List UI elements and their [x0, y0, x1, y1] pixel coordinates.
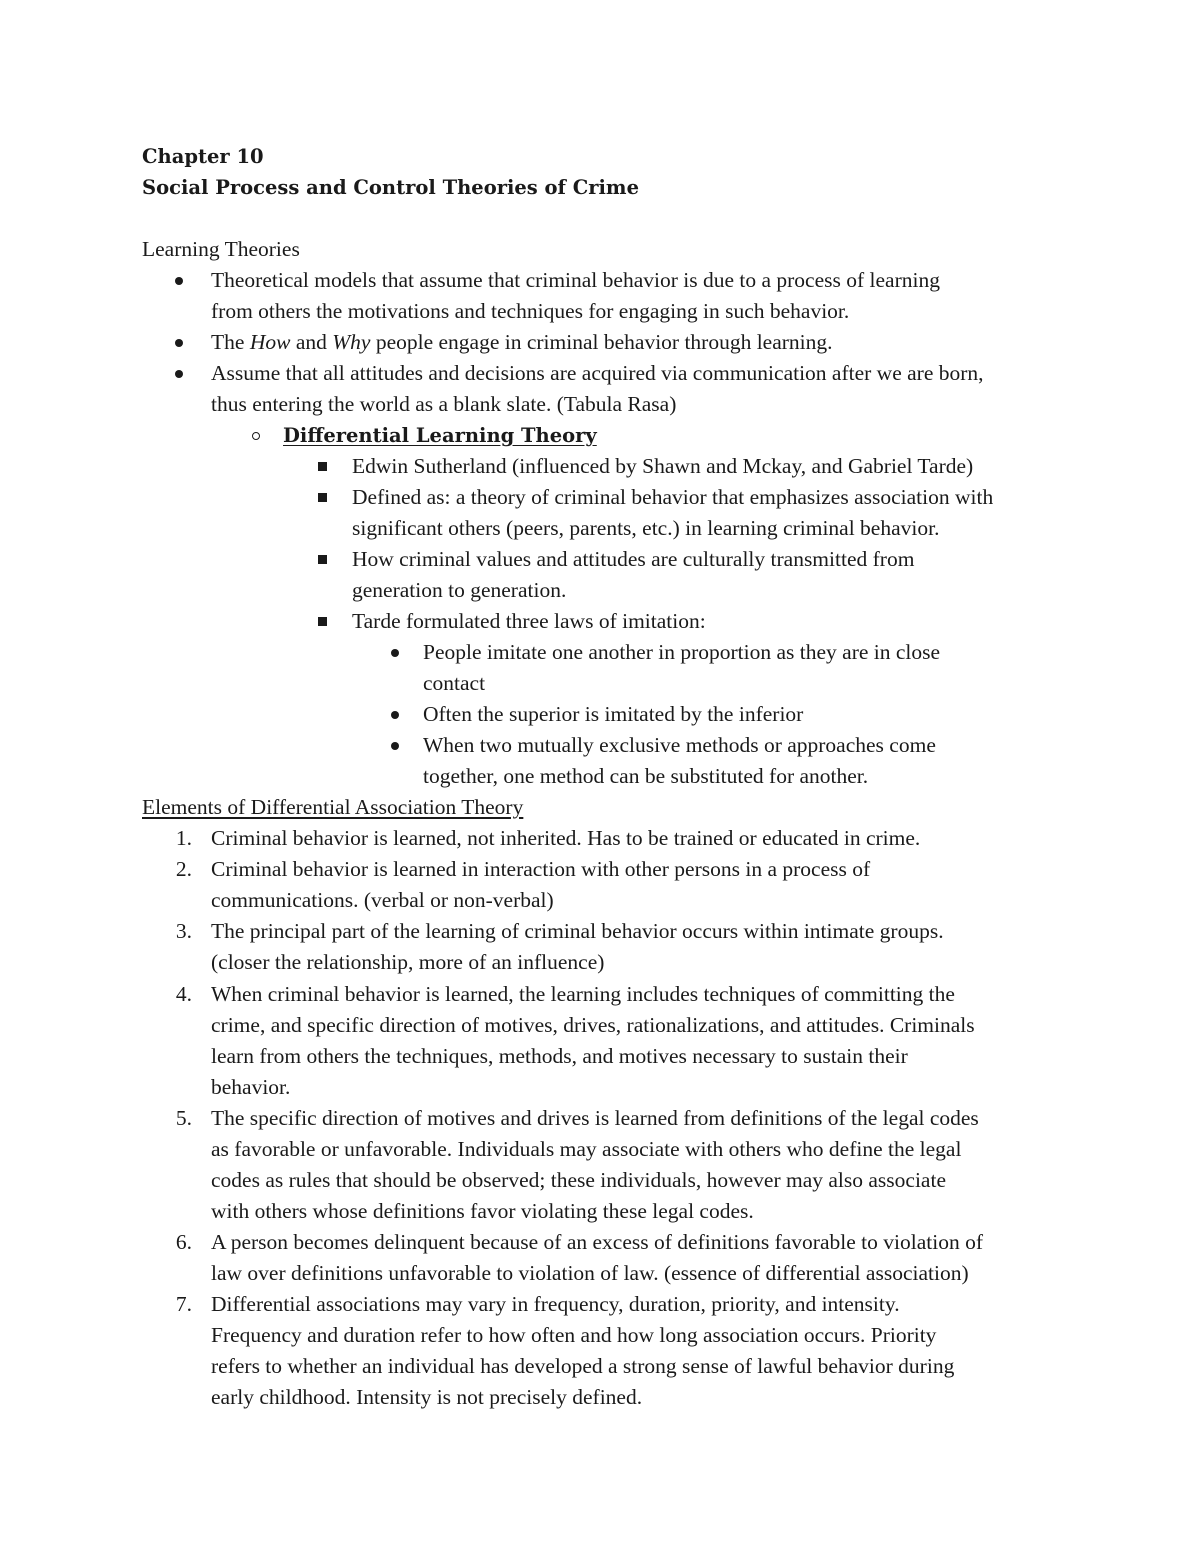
bullet-square-icon: [318, 451, 327, 482]
element-1-line-1: Criminal behavior is learned, not inherited. Has to be trained or educated in crime.: [211, 826, 921, 850]
chapter-label: Chapter 10: [142, 145, 264, 168]
bullet-dot-icon: [391, 699, 399, 730]
bullet-2: [211, 327, 833, 358]
item-number: 1.: [175, 826, 192, 850]
sub-bullet-3-line-1: How criminal values and attitudes are culturally transmitted from: [352, 547, 915, 571]
law-3-line-1: When two mutually exclusive methods or approaches come: [423, 733, 936, 757]
bullet-2-post: people engage in criminal behavior through learning.: [370, 330, 833, 354]
element-3-line-1: The principal part of the learning of criminal behavior occurs within intimate groups.: [211, 919, 944, 943]
item-number: 2.: [175, 857, 192, 881]
element-2-line-2: communications. (verbal or non-verbal): [211, 888, 554, 912]
sub-bullet-1: Edwin Sutherland (influenced by Shawn and Mckay, and Gabriel Tarde): [352, 454, 974, 478]
element-6-line-1: A person becomes delinquent because of an excess of definitions favorable to violation of: [211, 1230, 983, 1254]
bullet-dot-icon: [175, 358, 183, 389]
element-4-line-1: When criminal behavior is learned, the learning includes techniques of committing the: [211, 982, 955, 1006]
element-2-line-1: Criminal behavior is learned in interaction with other persons in a process of: [211, 857, 871, 881]
law-2: Often the superior is imitated by the inferior: [423, 702, 804, 726]
bullet-dot-icon: [391, 730, 399, 761]
element-5-line-4: with others whose definitions favor violating these legal codes.: [211, 1199, 754, 1223]
bullet-dot-icon: [175, 265, 183, 296]
element-5-line-2: as favorable or unfavorable. Individuals may associate with others who define the legal: [211, 1137, 962, 1161]
bullet-1-line-2: from others the motivations and techniques for engaging in such behavior.: [211, 299, 850, 323]
bullet-square-icon: [318, 482, 327, 513]
element-7-line-3: refers to whether an individual has developed a strong sense of lawful behavior during: [211, 1354, 955, 1378]
element-4-line-2: crime, and specific direction of motives, drives, rationalizations, and attitudes. Criminals: [211, 1013, 975, 1037]
sub-bullet-2-line-1: Defined as: a theory of criminal behavior that emphasizes association with: [352, 485, 994, 509]
bullet-dot-icon: [391, 637, 399, 668]
sub-bullet-3-line-2: generation to generation.: [352, 578, 567, 602]
element-7-line-1: Differential associations may vary in frequency, duration, priority, and intensity.: [211, 1292, 900, 1316]
bullet-3-line-2: thus entering the world as a blank slate. (Tabula Rasa): [211, 392, 677, 416]
element-5-line-3: codes as rules that should be observed; these individuals, however may also associate: [211, 1168, 946, 1192]
element-7-line-2: Frequency and duration refer to how often and how long association occurs. Priority: [211, 1323, 937, 1347]
element-5-line-1: The specific direction of motives and drives is learned from definitions of the legal codes: [211, 1106, 979, 1130]
bullet-3-line-1: Assume that all attitudes and decisions are acquired via communication after we are born,: [211, 361, 984, 385]
document-title: Social Process and Control Theories of Crime: [142, 176, 639, 199]
item-number: 4.: [175, 982, 192, 1006]
element-3-line-2: (closer the relationship, more of an influence): [211, 950, 605, 974]
bullet-square-icon: [318, 606, 327, 637]
item-number: 7.: [175, 1292, 192, 1316]
item-number: 6.: [175, 1230, 192, 1254]
element-4-line-3: learn from others the techniques, methods, and motives necessary to sustain their: [211, 1044, 908, 1068]
bullet-2-and: and: [290, 330, 333, 354]
bullet-1-line-1: Theoretical models that assume that criminal behavior is due to a process of learning: [211, 268, 940, 292]
element-7-line-4: early childhood. Intensity is not precisely defined.: [211, 1385, 643, 1409]
bullet-circle-icon: [252, 420, 260, 451]
learning-theories-heading: Learning Theories: [142, 237, 300, 261]
element-6-line-2: law over definitions unfavorable to violation of law. (essence of differential association): [211, 1261, 969, 1285]
item-number: 3.: [175, 919, 192, 943]
bullet-2-pre: The: [211, 330, 250, 354]
differential-learning-heading: Differential Learning Theory: [283, 424, 597, 447]
item-number: 5.: [175, 1106, 192, 1130]
sub-bullet-4: Tarde formulated three laws of imitation:: [352, 609, 706, 633]
bullet-dot-icon: [175, 327, 183, 358]
elements-heading: Elements of Differential Association Theory: [142, 795, 524, 819]
element-4-line-4: behavior.: [211, 1075, 291, 1099]
bullet-2-why: Why: [332, 330, 371, 354]
bullet-2-how: How: [249, 330, 291, 354]
law-1-line-1: People imitate one another in proportion as they are in close: [423, 640, 941, 664]
bullet-square-icon: [318, 544, 327, 575]
sub-bullet-2-line-2: significant others (peers, parents, etc.) in learning criminal behavior.: [352, 516, 940, 540]
law-1-line-2: contact: [423, 671, 486, 695]
law-3-line-2: together, one method can be substituted for another.: [423, 764, 869, 788]
